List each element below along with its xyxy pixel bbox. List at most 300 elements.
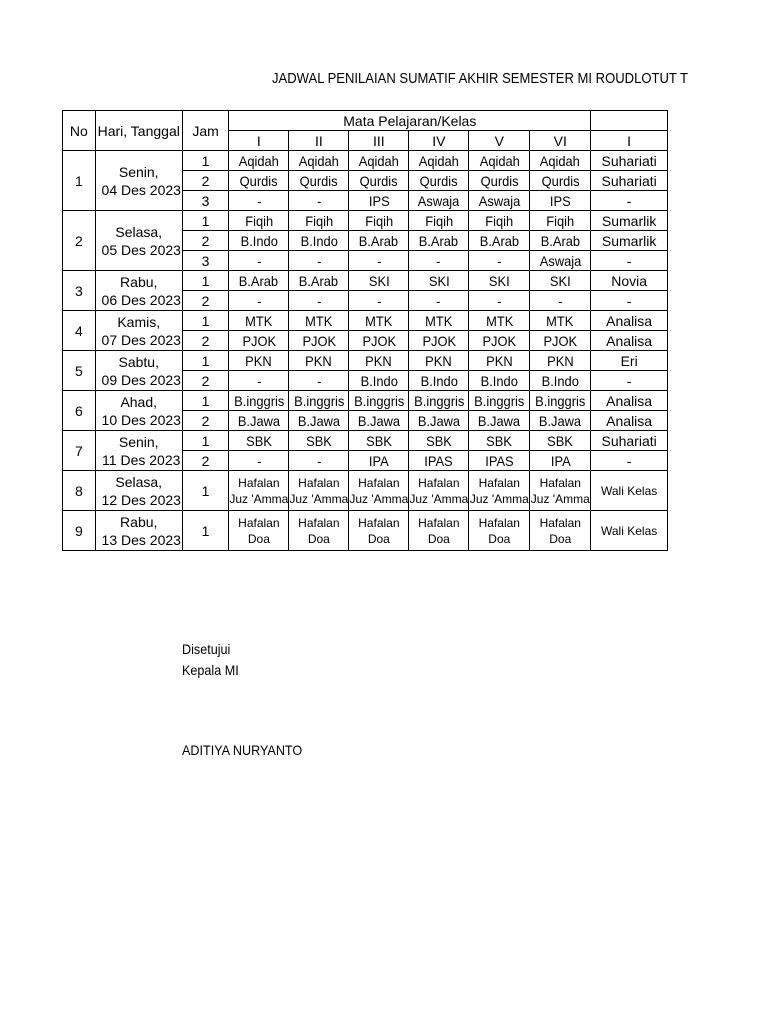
subject-cell (349, 411, 409, 431)
subject-cell (530, 431, 591, 451)
subject-cell (409, 451, 469, 471)
subject-text: MTK (245, 312, 273, 329)
subject-line-1: Hafalan (238, 475, 280, 490)
subject-cell (349, 351, 409, 371)
subject-text: B.Indo (541, 372, 579, 389)
header-class: IV (409, 131, 469, 151)
subject-text: Qurdis (239, 172, 278, 189)
footer-position: Kepala MI (182, 662, 239, 678)
subject-text: PJOK (543, 332, 578, 349)
pengawas-cell: Novia (591, 271, 668, 291)
day-date-cell (95, 151, 182, 211)
header-class: II (289, 131, 349, 151)
subject-text: - (376, 292, 381, 309)
subject-text: Aqidah (298, 152, 339, 169)
day-number: 3 (63, 271, 96, 311)
day-name: Senin, (118, 433, 159, 450)
header-class: V (469, 131, 530, 151)
subject-cell (289, 471, 349, 511)
subject-text: MTK (546, 312, 574, 329)
subject-line-1: Hafalan (539, 475, 581, 490)
subject-cell (469, 211, 530, 231)
subject-text: Aqidah (358, 152, 399, 169)
subject-cell (229, 211, 289, 231)
subject-cell (349, 511, 409, 551)
subject-cell (530, 471, 591, 511)
subject-text: Aqidah (479, 152, 520, 169)
jam-cell: 1 (182, 151, 229, 171)
subject-cell (289, 431, 349, 451)
subject-text: B.Arab (239, 272, 279, 289)
footer-approved: Disetujui (182, 641, 231, 657)
subject-cell (409, 311, 469, 331)
subject-text: B.Jawa (478, 412, 521, 429)
subject-line-2: Doa (307, 531, 330, 546)
subject-line-2: Juz 'Amma (409, 491, 469, 506)
header-hari-tanggal: Hari, Tanggal (95, 111, 182, 151)
table-row (63, 471, 668, 511)
subject-cell (229, 511, 289, 551)
subject-text: - (316, 252, 322, 269)
table-row (63, 351, 668, 371)
header-pengawas-class: I (591, 131, 668, 151)
subject-text: SBK (305, 432, 332, 449)
subject-cell (530, 151, 591, 171)
subject-text: - (316, 292, 322, 309)
subject-line-2: Juz 'Amma (349, 491, 409, 506)
subject-cell (530, 451, 591, 471)
subject-cell (229, 371, 289, 391)
subject-cell (289, 331, 349, 351)
day-date-cell (95, 471, 182, 511)
subject-line-2: Juz 'Amma (469, 491, 529, 506)
subject-cell (469, 351, 530, 371)
subject-text: SKI (368, 272, 390, 289)
day-date-cell (95, 211, 182, 271)
subject-cell (349, 451, 409, 471)
subject-cell (409, 431, 469, 451)
subject-text: B.Indo (480, 372, 518, 389)
subject-text: SBK (365, 432, 392, 449)
subject-text: SBK (486, 432, 513, 449)
subject-cell (229, 251, 289, 271)
subject-text: PJOK (421, 332, 456, 349)
subject-text: Aqidah (238, 152, 279, 169)
subject-text: B.inggris (413, 392, 464, 409)
day-name: Ahad, (120, 393, 158, 410)
subject-text: Fiqih (244, 212, 273, 229)
day-number: 2 (63, 211, 96, 271)
subject-text: B.Indo (240, 232, 278, 249)
subject-text: MTK (365, 312, 393, 329)
pengawas-cell: Sumarlik (591, 211, 668, 231)
table-row (63, 211, 668, 231)
day-date-cell (95, 351, 182, 391)
pengawas-cell: Analisa (591, 411, 668, 431)
table-row (63, 151, 668, 171)
subject-cell (289, 351, 349, 371)
subject-line-1: Hafalan (358, 515, 400, 530)
table-row (63, 431, 668, 451)
subject-cell (349, 431, 409, 451)
subject-cell (469, 451, 530, 471)
pengawas-cell: Suhariati (591, 171, 668, 191)
pengawas-cell: - (591, 451, 668, 471)
subject-text: PKN (486, 352, 513, 369)
subject-text: Fiqih (485, 212, 514, 229)
day-name: Kamis, (117, 313, 161, 330)
subject-cell (289, 411, 349, 431)
day-date: 12 Des 2023 (101, 491, 181, 508)
subject-cell (409, 351, 469, 371)
subject-text: B.Arab (479, 232, 519, 249)
subject-cell (530, 511, 591, 551)
subject-cell (409, 391, 469, 411)
subject-line-1: Hafalan (539, 515, 581, 530)
subject-line-2: Juz 'Amma (289, 491, 349, 506)
subject-text: B.Jawa (417, 412, 460, 429)
subject-text: IPA (368, 452, 389, 469)
jam-cell: 1 (182, 211, 229, 231)
pengawas-cell: Suhariati (591, 431, 668, 451)
subject-cell (229, 271, 289, 291)
subject-text: IPAS (424, 452, 454, 469)
header-class: III (349, 131, 409, 151)
pengawas-cell: Analisa (591, 391, 668, 411)
subject-cell (469, 371, 530, 391)
jam-cell: 3 (182, 251, 229, 271)
subject-text: - (256, 292, 262, 309)
day-date: 07 Des 2023 (101, 331, 181, 348)
subject-cell (469, 331, 530, 351)
subject-cell (229, 451, 289, 471)
header-class: VI (530, 131, 591, 151)
day-number: 8 (63, 471, 96, 511)
day-date: 06 Des 2023 (101, 291, 181, 308)
subject-text: IPS (368, 192, 390, 209)
subject-cell (409, 151, 469, 171)
subject-text: B.Arab (419, 232, 459, 249)
header-mata-pelajaran: Mata Pelajaran/Kelas (229, 111, 591, 131)
schedule-table (62, 110, 668, 551)
day-date-cell (95, 511, 182, 551)
day-date: 13 Des 2023 (101, 531, 181, 548)
subject-text: PKN (305, 352, 333, 369)
subject-cell (530, 331, 591, 351)
day-name: Rabu, (120, 273, 158, 290)
subject-text: PJOK (362, 332, 396, 349)
subject-cell (409, 511, 469, 551)
jam-cell: 2 (182, 231, 229, 251)
subject-text: IPA (550, 452, 571, 469)
subject-cell (349, 291, 409, 311)
subject-text: B.inggris (293, 392, 344, 409)
subject-cell (469, 251, 530, 271)
subject-cell (289, 211, 349, 231)
subject-cell (229, 291, 289, 311)
subject-text: - (558, 292, 563, 309)
subject-text: B.inggris (233, 392, 284, 409)
pengawas-cell: Analisa (591, 331, 668, 351)
subject-text: PJOK (482, 332, 517, 349)
subject-cell (530, 231, 591, 251)
subject-cell (530, 191, 591, 211)
subject-line-1: Hafalan (478, 475, 520, 490)
subject-text: B.Arab (359, 232, 399, 249)
subject-text: B.Arab (299, 272, 339, 289)
subject-text: Fiqih (424, 212, 453, 229)
subject-cell (530, 251, 591, 271)
subject-cell (229, 171, 289, 191)
subject-cell (469, 311, 530, 331)
schedule-table-container (62, 110, 668, 558)
subject-cell (469, 411, 530, 431)
subject-line-1: Hafalan (298, 515, 340, 530)
day-number: 4 (63, 311, 96, 351)
subject-text: MTK (305, 312, 333, 329)
subject-text: SKI (549, 272, 571, 289)
subject-cell (349, 211, 409, 231)
table-row (63, 311, 668, 331)
pengawas-cell: Wali Kelas (591, 471, 668, 511)
subject-text: - (316, 372, 322, 389)
subject-cell (349, 151, 409, 171)
subject-cell (229, 471, 289, 511)
subject-cell (530, 351, 591, 371)
day-date: 10 Des 2023 (101, 411, 181, 428)
subject-cell (349, 311, 409, 331)
subject-text: - (316, 452, 322, 469)
day-number: 6 (63, 391, 96, 431)
subject-line-1: Hafalan (298, 475, 340, 490)
header-no: No (63, 111, 96, 151)
subject-line-2: Juz 'Amma (530, 491, 590, 506)
subject-cell (409, 211, 469, 231)
jam-cell: 1 (182, 431, 229, 451)
header-pengawas-blank (591, 111, 668, 131)
subject-text: B.Jawa (539, 412, 582, 429)
subject-line-2: Doa (549, 531, 572, 546)
subject-text: PJOK (242, 332, 276, 349)
subject-cell (530, 271, 591, 291)
day-name: Sabtu, (118, 353, 159, 370)
pengawas-cell: Analisa (591, 311, 668, 331)
subject-cell (530, 291, 591, 311)
jam-cell: 1 (182, 471, 229, 511)
subject-cell (289, 451, 349, 471)
subject-cell (469, 471, 530, 511)
day-date: 04 Des 2023 (101, 181, 181, 198)
subject-cell (289, 511, 349, 551)
pengawas-cell: Suhariati (591, 151, 668, 171)
subject-cell (469, 151, 530, 171)
subject-text: B.inggris (535, 392, 586, 409)
jam-cell: 2 (182, 411, 229, 431)
pengawas-cell: - (591, 191, 668, 211)
subject-cell (229, 151, 289, 171)
subject-cell (229, 311, 289, 331)
subject-line-1: Hafalan (478, 515, 520, 530)
subject-text: - (376, 252, 381, 269)
subject-text: Aqidah (418, 152, 459, 169)
pengawas-cell: - (591, 251, 668, 271)
subject-cell (349, 191, 409, 211)
subject-text: PKN (547, 352, 574, 369)
subject-cell (409, 271, 469, 291)
subject-text: B.Indo (300, 232, 338, 249)
subject-text: PKN (425, 352, 453, 369)
subject-line-2: Doa (367, 531, 390, 546)
day-date: 05 Des 2023 (101, 241, 181, 258)
subject-text: SBK (245, 432, 272, 449)
subject-line-1: Hafalan (418, 515, 460, 530)
subject-text: IPAS (485, 452, 514, 469)
day-number: 7 (63, 431, 96, 471)
header-jam: Jam (182, 111, 229, 151)
subject-cell (409, 251, 469, 271)
subject-cell (469, 271, 530, 291)
jam-cell: 2 (182, 291, 229, 311)
subject-cell (349, 371, 409, 391)
subject-cell (229, 331, 289, 351)
subject-cell (289, 391, 349, 411)
subject-text: B.inggris (353, 392, 404, 409)
day-date-cell (95, 311, 182, 351)
subject-text: Aswaja (539, 252, 582, 269)
subject-cell (349, 231, 409, 251)
subject-cell (229, 351, 289, 371)
jam-cell: 1 (182, 351, 229, 371)
day-name: Selasa, (115, 223, 163, 240)
day-name: Senin, (118, 163, 159, 180)
subject-text: B.Jawa (237, 412, 280, 429)
subject-cell (289, 271, 349, 291)
subject-cell (289, 231, 349, 251)
subject-cell (289, 371, 349, 391)
subject-text: IPS (549, 192, 571, 209)
subject-text: Qurdis (480, 172, 519, 189)
subject-cell (530, 371, 591, 391)
jam-cell: 2 (182, 171, 229, 191)
subject-cell (469, 291, 530, 311)
subject-text: B.Arab (540, 232, 580, 249)
table-row (63, 511, 668, 551)
subject-cell (469, 431, 530, 451)
day-name: Rabu, (120, 513, 158, 530)
subject-line-1: Hafalan (358, 475, 400, 490)
jam-cell: 1 (182, 511, 229, 551)
subject-text: - (497, 252, 502, 269)
subject-line-2: Doa (247, 531, 270, 546)
subject-text: - (256, 452, 262, 469)
subject-cell (530, 411, 591, 431)
subject-cell (409, 171, 469, 191)
footer-signatory-name: ADITIYA NURYANTO (182, 742, 303, 758)
subject-cell (229, 411, 289, 431)
subject-text: Qurdis (299, 172, 338, 189)
jam-cell: 1 (182, 311, 229, 331)
subject-cell (349, 251, 409, 271)
subject-cell (409, 371, 469, 391)
subject-cell (349, 391, 409, 411)
subject-text: PKN (245, 352, 273, 369)
subject-text: SKI (428, 272, 450, 289)
subject-text: B.Indo (420, 372, 458, 389)
table-row (63, 391, 668, 411)
jam-cell: 1 (182, 391, 229, 411)
subject-cell (530, 171, 591, 191)
subject-text: B.inggris (474, 392, 525, 409)
subject-line-1: Hafalan (238, 515, 280, 530)
subject-cell (409, 411, 469, 431)
subject-text: - (256, 252, 262, 269)
subject-text: PKN (365, 352, 393, 369)
day-name: Selasa, (115, 473, 163, 490)
subject-line-2: Juz 'Amma (229, 491, 289, 506)
jam-cell: 2 (182, 371, 229, 391)
subject-cell (289, 191, 349, 211)
pengawas-cell: Wali Kelas (591, 511, 668, 551)
subject-cell (530, 211, 591, 231)
pengawas-cell: - (591, 291, 668, 311)
subject-text: Aqidah (540, 152, 581, 169)
subject-cell (469, 171, 530, 191)
subject-text: - (497, 292, 502, 309)
subject-text: Fiqih (546, 212, 575, 229)
subject-line-2: Doa (488, 531, 511, 546)
subject-cell (349, 331, 409, 351)
subject-text: - (256, 372, 262, 389)
subject-cell (469, 231, 530, 251)
subject-text: - (256, 192, 262, 209)
day-date-cell (95, 431, 182, 471)
subject-text: - (436, 292, 441, 309)
subject-text: Fiqih (364, 212, 393, 229)
subject-text: - (316, 192, 322, 209)
subject-text: Aswaja (418, 192, 460, 209)
subject-text: Qurdis (419, 172, 458, 189)
subject-cell (349, 171, 409, 191)
jam-cell: 2 (182, 331, 229, 351)
subject-text: SBK (547, 432, 574, 449)
day-date: 11 Des 2023 (102, 451, 181, 468)
subject-text: - (436, 252, 441, 269)
subject-cell (289, 151, 349, 171)
subject-cell (530, 391, 591, 411)
subject-cell (469, 511, 530, 551)
subject-text: Fiqih (304, 212, 333, 229)
subject-cell (229, 191, 289, 211)
jam-cell: 1 (182, 271, 229, 291)
subject-text: MTK (485, 312, 513, 329)
day-date: 09 Des 2023 (101, 371, 181, 388)
document-title: JADWAL PENILAIAN SUMATIF AKHIR SEMESTER MI ROUDLOTUT T (272, 71, 688, 87)
day-number: 5 (63, 351, 96, 391)
subject-text: Qurdis (541, 172, 580, 189)
subject-cell (530, 311, 591, 331)
subject-line-1: Hafalan (418, 475, 460, 490)
subject-cell (409, 331, 469, 351)
subject-cell (229, 391, 289, 411)
pengawas-cell: - (591, 371, 668, 391)
day-number: 1 (63, 151, 96, 211)
subject-cell (229, 431, 289, 451)
subject-text: SBK (425, 432, 452, 449)
subject-cell (349, 271, 409, 291)
subject-text: B.Jawa (297, 412, 340, 429)
day-date-cell (95, 271, 182, 311)
subject-line-2: Doa (427, 531, 450, 546)
